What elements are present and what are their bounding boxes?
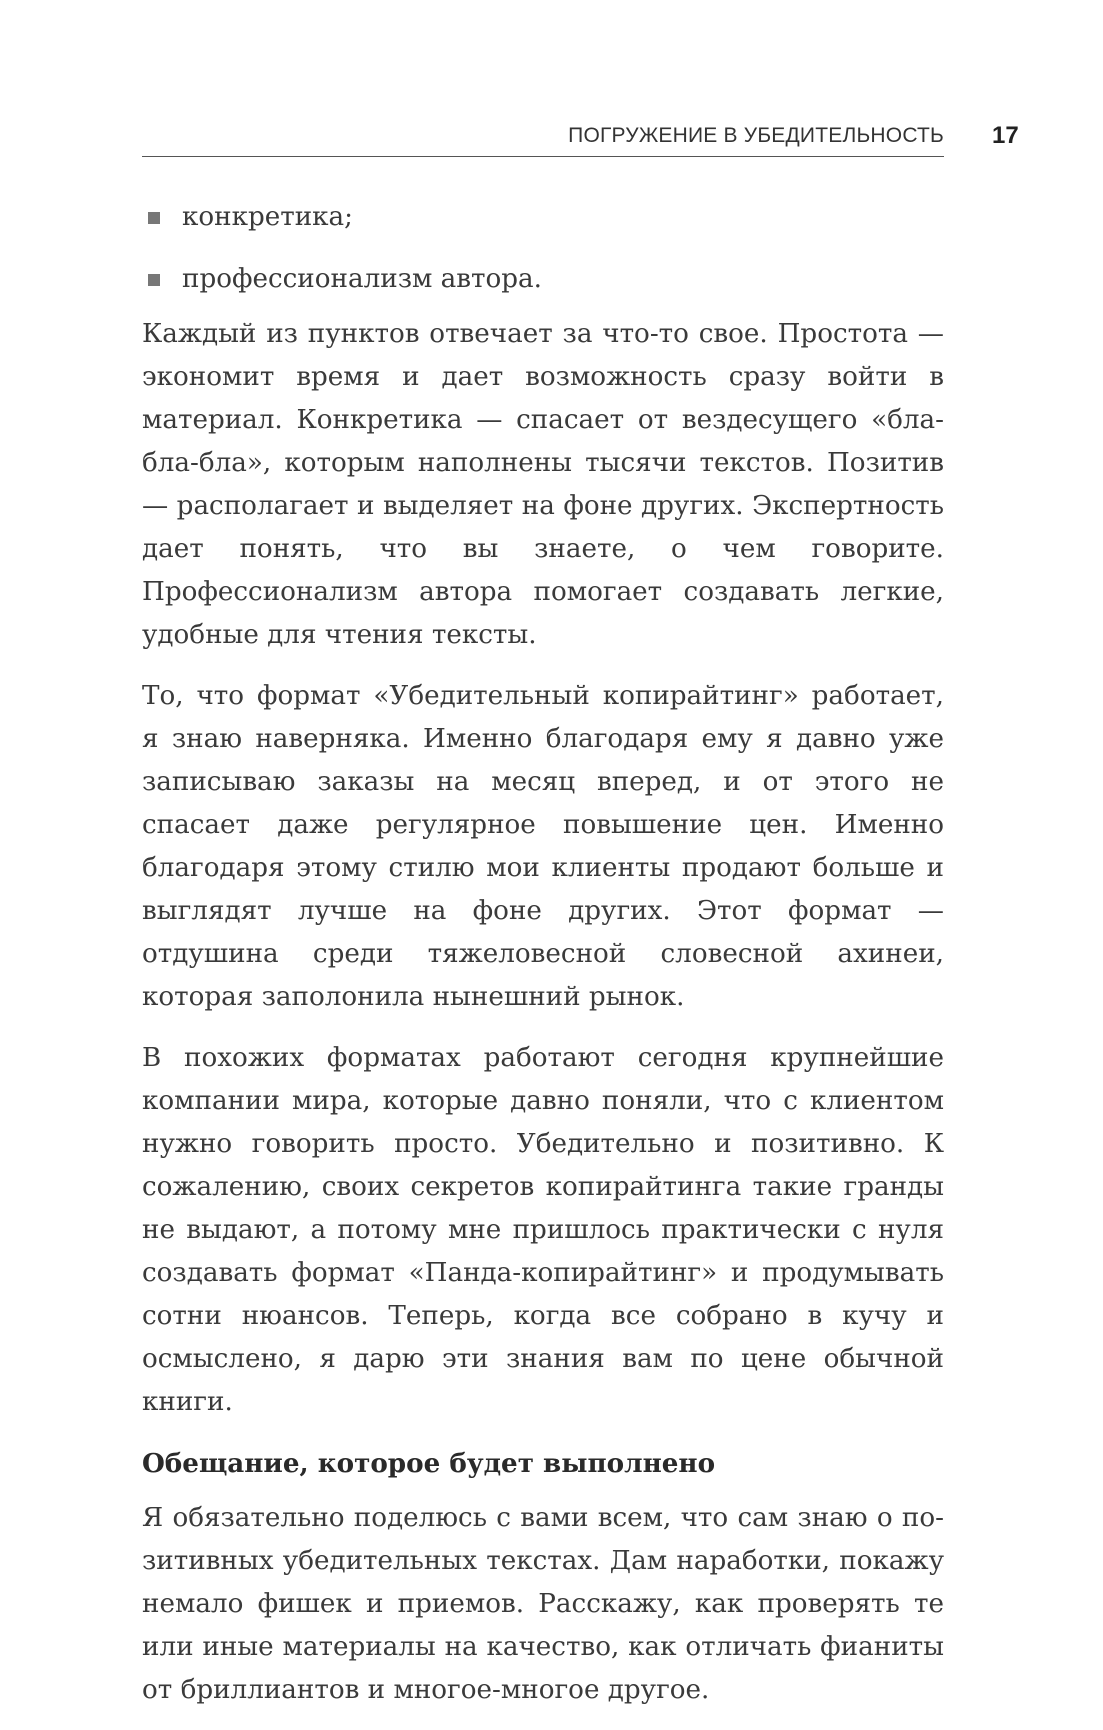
list-item-text: конкретика; (182, 202, 353, 232)
running-title: ПОГРУЖЕНИЕ В УБЕДИТЕЛЬНОСТЬ (568, 124, 944, 147)
page-body (142, 196, 944, 1730)
section-heading: Обещание, которое будет выполнено (142, 1448, 716, 1479)
paragraph: То, что формат «Убедительный копирайтинг» работает, я знаю наверняка. Именно благодаря ему я давно уже записываю заказы на месяц вперед, и от этого не спасает даже регулярное повышение цен. Именно благодаря этому стилю мои клиенты продают больше и выглядят лучше на фоне других. Этот формат — отдушина среди тяжеловесной словесной ахинеи, которая заполонила нынешний рынок. (142, 681, 944, 1012)
page-number: 17 (992, 122, 1019, 149)
bullet-list (142, 196, 944, 301)
paragraph: Я обязательно поделюсь с вами всем, что сам знаю о позитивных убедительных текстах. Дам наработки, покажу немало фишек и приемов. Расскажу, как проверять те или иные материалы на качество, как отличать фианиты от бриллиантов и многое-многое другое. (142, 1503, 944, 1705)
paragraph: В похожих форматах работают сегодня крупнейшие компании мира, которые давно поняли, что с клиентом нужно говорить просто. Убедительно и позитивно. К сожалению, своих секретов копирайтинга такие гранды не выдают, а потому мне пришлось практически с нуля создавать формат «Панда-копирайтинг» и продумывать сотни нюансов. Теперь, когда все собрано в кучу и осмыслено, я дарю эти знания вам по цене обычной книги. (142, 1043, 944, 1417)
list-item (142, 196, 944, 239)
header-rule (142, 156, 944, 157)
square-bullet-icon (148, 274, 160, 286)
paragraph: Каждый из пунктов отвечает за что-то свое. Простота — экономит время и дает возможность сразу войти в материал. Конкретика — спасает от вездесущего «бла-бла-бла», которым наполнены тысячи текстов. Позитив — располагает и выделяет на фоне других. Экспертность дает понять, что вы знаете, о чем говорите. Профессионализм автора помогает создавать легкие, удобные для чтения тексты. (142, 319, 944, 650)
list-item-text: профессионализм автора. (182, 264, 542, 294)
running-head (142, 118, 944, 158)
square-bullet-icon (148, 212, 160, 224)
list-item (142, 258, 944, 301)
